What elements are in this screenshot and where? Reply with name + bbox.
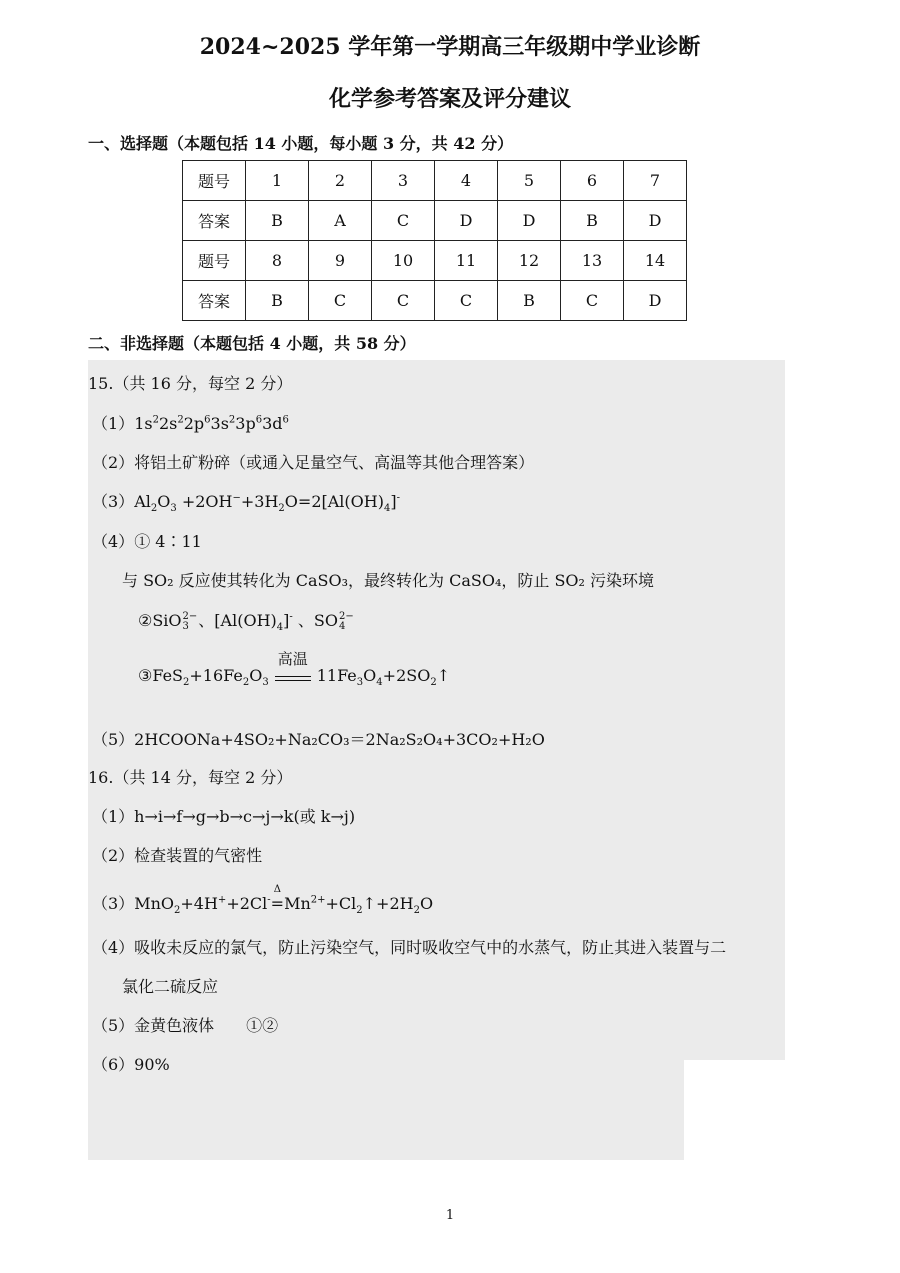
q16-answer-2: （2）检查装置的气密性	[92, 846, 263, 865]
table-cell: C	[435, 281, 498, 321]
table-cell: 14	[624, 241, 687, 281]
table-cell: 3	[372, 161, 435, 201]
table-cell: 12	[498, 241, 561, 281]
q15-answer-1: $(1)1s^22s^22p^63s^23p^63d^6$	[92, 414, 289, 433]
q15-answer-3: $(3)Al_2O_3 +2OH^-+3H_2O=2[Al(OH)_4]^-$	[92, 492, 400, 515]
table-cell: C	[561, 281, 624, 321]
table-cell: C	[309, 281, 372, 321]
q15-answer-2: （2）将铝土矿粉碎（或通入足量空气、高温等其他合理答案）	[92, 453, 535, 472]
q16-answer-4-line2: 氯化二硫反应	[122, 977, 219, 996]
table-cell: D	[624, 281, 687, 321]
table-cell: C	[372, 281, 435, 321]
table-cell: B	[561, 201, 624, 241]
table-cell: D	[435, 201, 498, 241]
q16-heading: 16.（共 14 分，每空 2 分）	[88, 768, 293, 787]
table-row	[183, 201, 687, 241]
table-cell: A	[309, 201, 372, 241]
page-number: 1	[445, 1208, 455, 1223]
table-cell: B	[246, 281, 309, 321]
q16-answer-3: （3）MnO$_2$+4H++2Cl- Δ $=Mn^{2+}+Cl_2↑+2H_2O$	[92, 884, 434, 917]
table-cell: 10	[372, 241, 435, 281]
table-row-header: 题号	[183, 161, 246, 201]
table-cell: B	[246, 201, 309, 241]
table-cell: 9	[309, 241, 372, 281]
q16-answer-1: （1）h→i→f→g→b→c→j→k(或 k→j)	[92, 807, 356, 826]
q15-answer-4-equation: $③FeS_2+16Fe_2O_3$ 高温 $11Fe_3O_4+2SO_2↑$	[138, 650, 451, 689]
table-cell: 1	[246, 161, 309, 201]
document-title: 2024~2025 学年第一学期高三年级期中学业诊断	[199, 34, 701, 60]
table-row-header: 答案	[183, 281, 246, 321]
table-cell: C	[372, 201, 435, 241]
q15-answer-4-ions: ②SiO 2− 3 、$[Al(OH)_4]^-$ 、SO 2− 4	[138, 610, 354, 634]
table-cell: 7	[624, 161, 687, 201]
high-temperature-condition: 高温	[275, 670, 311, 681]
q15-answer-4-note: 与 SO₂ 反应使其转化为 CaSO₃，最终转化为 CaSO₄，防止 SO₂ 污染环境	[122, 571, 655, 590]
table-cell: 8	[246, 241, 309, 281]
table-row	[183, 281, 687, 321]
answer-area-background-lower	[88, 1060, 684, 1160]
table-cell: 6	[561, 161, 624, 201]
table-cell: 13	[561, 241, 624, 281]
table-cell: D	[624, 201, 687, 241]
document-subtitle: 化学参考答案及评分建议	[328, 86, 571, 112]
table-row	[183, 161, 687, 201]
q16-answer-4-line1: （4）吸收未反应的氯气，防止污染空气，同时吸收空气中的水蒸气，防止其进入装置与二	[92, 938, 727, 957]
table-cell: B	[498, 281, 561, 321]
section-1-heading: 一、选择题（本题包括 14 小题，每小题 3 分，共 42 分）	[88, 134, 514, 153]
table-row-header: 答案	[183, 201, 246, 241]
table-cell: D	[498, 201, 561, 241]
q15-heading: 15.（共 16 分，每空 2 分）	[88, 374, 293, 393]
q15-answer-5: （5）2HCOONa+4SO₂+Na₂CO₃＝2Na₂S₂O₄+3CO₂+H₂O	[92, 730, 545, 749]
table-cell: 5	[498, 161, 561, 201]
q15-answer-4: （4）① 4∶11	[92, 532, 202, 551]
table-cell: 11	[435, 241, 498, 281]
q16-answer-5: （5）金黄色液体 ①②	[92, 1016, 279, 1035]
q16-answer-6: （6）90%	[92, 1055, 170, 1074]
table-cell: 4	[435, 161, 498, 201]
table-row-header: 题号	[183, 241, 246, 281]
answer-table	[182, 160, 687, 321]
section-2-heading: 二、非选择题（本题包括 4 小题，共 58 分）	[88, 334, 416, 353]
table-cell: 2	[309, 161, 372, 201]
table-row	[183, 241, 687, 281]
